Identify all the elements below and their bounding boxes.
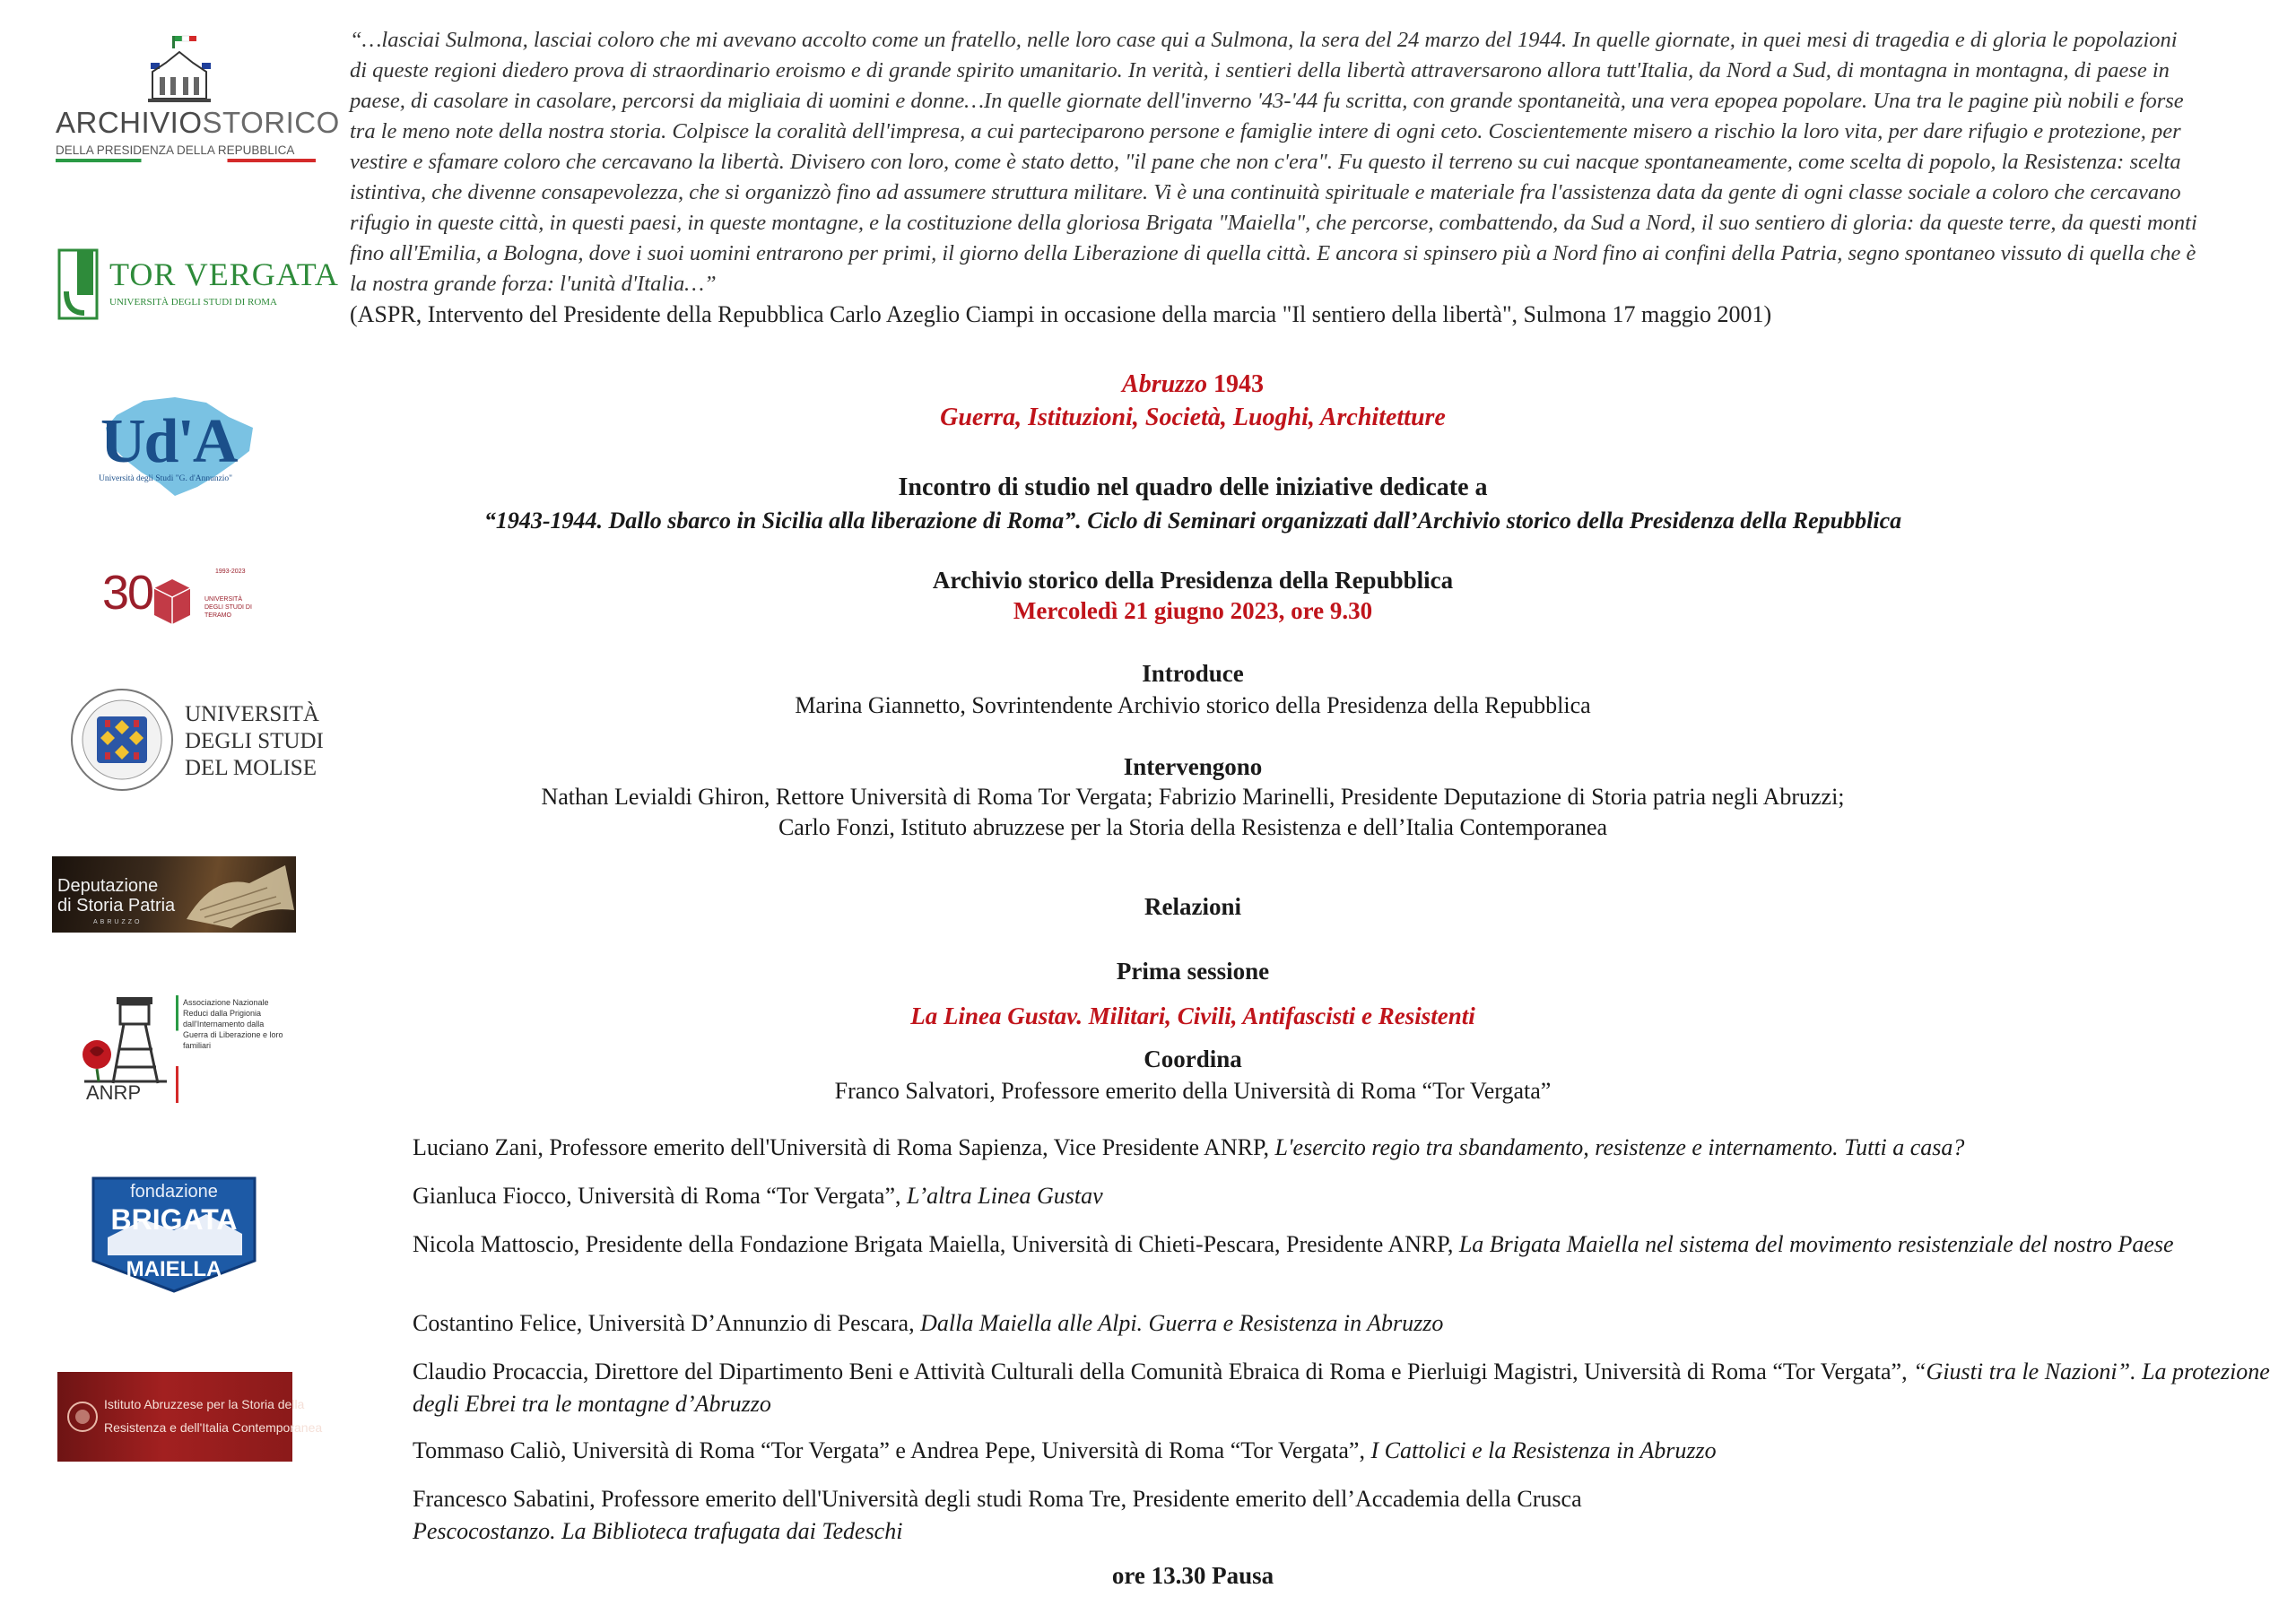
- molise-line1: UNIVERSITÀ: [185, 702, 319, 726]
- talk-item: Claudio Procaccia, Direttore del Dipartimento Beni e Attività Culturali della Comunità Ebraica di Roma e Pierluigi Magistri, Università di Roma “Tor Vergata”, “Giusti tra le Nazioni”. La protezione degli Ebrei tra le montagne d’Abruzzo: [413, 1358, 2270, 1417]
- teramo-years: 1993-2023: [215, 568, 246, 575]
- incontro-line: Incontro di studio nel quadro delle iniziative dedicate a: [898, 473, 1488, 501]
- anrp-description: Associazione Nazionale Reduci dalla Prigionia dall'Internamento dalla Guerra di Liberazione e loro familiari: [183, 998, 283, 1050]
- uda-subtitle: Università degli Studi "G. d'Annunzio": [99, 474, 233, 483]
- intervengono-line1: Nathan Levialdi Ghiron, Rettore Università di Roma Tor Vergata; Fabrizio Marinelli, Presidente Deputazione di Storia patria negli Abruzzi;: [541, 784, 1845, 810]
- anrp-logo: [77, 995, 292, 1107]
- brigata-line1: fondazione: [130, 1182, 218, 1202]
- tor-vergata-logo: [57, 247, 339, 323]
- session-title: La Linea Gustav. Militari, Civili, Antifascisti e Resistenti: [910, 1002, 1475, 1029]
- programme-content: [323, 0, 2296, 1623]
- teramo-30-logo: [99, 565, 260, 628]
- cube-icon: [145, 576, 199, 626]
- talk-item: Luciano Zani, Professore emerito dell'Università di Roma Sapienza, Vice Presidente ANRP, L'esercito regio tra sbandamento, resistenze e internamento. Tutti a casa?: [413, 1134, 1965, 1160]
- archivio-subtitle: DELLA PRESIDENZA DELLA REPUBBLICA: [56, 143, 295, 157]
- talk-item: Nicola Mattoscio, Presidente della Fondazione Brigata Maiella, Università di Chieti-Pescara, Presidente ANRP, La Brigata Maiella nel sistema del movimento resistenziale del nostro Paese: [413, 1231, 2174, 1257]
- ciampi-quote: [350, 25, 2197, 330]
- uda-mark: Ud'A: [100, 407, 237, 476]
- talk-item: Tommaso Caliò, Università di Roma “Tor Vergata” e Andrea Pepe, Università di Roma “Tor Vergata”, I Cattolici e la Resistenza in Abruzzo: [413, 1437, 1717, 1463]
- deputazione-line2: di Storia Patria: [57, 896, 176, 916]
- teramo-30-mark: 30: [102, 566, 153, 620]
- ciclo-line: “1943-1944. Dallo sbarco in Sicilia alla liberazione di Roma”. Ciclo di Seminari organizzati dall’Archivio storico della Presidenza della Repubblica: [483, 508, 1902, 534]
- istituto-line1: Istituto Abruzzese per la Storia della: [104, 1397, 305, 1411]
- anrp-mark: ANRP: [86, 1081, 142, 1104]
- quirinale-palace-icon: [45, 27, 314, 161]
- quote-source: (ASPR, Intervento del Presidente della Repubblica Carlo Azeglio Ciampi in occasione della marcia "Il sentiero della libertà", Sulmona 17 maggio 2001): [350, 301, 1772, 327]
- tor-vergata-name: TOR VERGATA: [109, 256, 339, 292]
- molise-logo: [68, 686, 324, 794]
- introduce-heading: Introduce: [1142, 660, 1244, 687]
- introduce-speaker: Marina Giannetto, Sovrintendente Archivio storico della Presidenza della Repubblica: [795, 692, 1591, 718]
- quote-text: “…lasciai Sulmona, lasciai coloro che mi avevano accolto come un fratello, nelle loro case qui a Sulmona, la sera del 24 marzo del 1944. In quelle giornate, in quei mesi di tragedia e di gloria le popolazioni di queste regioni diedero prova di straordinario eroismo e di grande spirito umanitario. In verità, i sentieri della libertà attraversarono allora tutt'Italia, da Nord a Sud, di montagna in montagna, di paese in paese, di casolare in casolare, percorsi da migliaia di uomini e donne…In quelle giornate dell'inverno '43-'44 fu scritta, con grande spontaneità, una vera epopea popolare. Una tra le pagine più nobili e forse tra le meno note della nostra storia. Colpisce la coralità dell'impresa, a cui parteciparono persone e famiglie intere di ogni ceto. Coscientemente misero a rischio la loro vita, per dare rifugio e protezione, per vestire e sfamare coloro che cercavano la libertà. Divisero con loro, come è stato detto, "il pane che non c'era". Fu questo il terreno su cui nacque spontaneamente, come scelta di popolo, la Resistenza: scelta istintiva, che divenne consapevolezza, che si organizzò fino ad assumere struttura militare. Vi è una continuità spirituale e materiale fra l'assistenza data da gente di ogni classe sociale a coloro che cercavano rifugio in queste città, in questi paesi, in queste montagne, e la costituzione della gloriosa Brigata "Maiella", che percorse, combattendo, da Sud a Nord, il suo sentiero di gloria: da queste terre, da questi monti fino all'Emilia, a Bologna, dove i suoi uomini entrarono per primi, il giorno della Liberazione di quella città. E ancora si spinsero più a Nord fino ai confini della Patria, segno spontaneo vissuto di quella che è la nostra grande forza: l'unità d'Italia…”: [350, 28, 2197, 296]
- istituto-line2: Resistenza e dell'Italia Contemporanea: [104, 1420, 323, 1435]
- watchtower-rose-icon: [77, 995, 176, 1094]
- archivio-storico-logo: [45, 27, 340, 161]
- pause-line: ore 13.30 Pausa: [1111, 1562, 1274, 1589]
- molise-line2: DEGLI STUDI: [185, 729, 324, 753]
- istituto-abruzzese-logo: [57, 1372, 323, 1462]
- molise-line3: DEL MOLISE: [185, 756, 317, 780]
- session-heading: Prima sessione: [1116, 958, 1270, 985]
- tor-vergata-mark-icon: [57, 247, 102, 323]
- uda-logo: [90, 390, 260, 507]
- relazioni-heading: Relazioni: [1144, 893, 1241, 920]
- molise-seal-icon: [68, 686, 176, 794]
- talk-item: Costantino Felice, Università D’Annunzio di Pescara, Dalla Maiella alle Alpi. Guerra e Resistenza in Abruzzo: [413, 1310, 1444, 1336]
- old-book-icon: [178, 856, 296, 933]
- talk-item: Francesco Sabatini, Professore emerito dell'Università degli studi Roma Tre, Presidente emerito dell’Accademia della Crusca Pescocostanzo. La Biblioteca trafugata dai Tedeschi: [413, 1486, 1582, 1544]
- deputazione-line1: Deputazione: [57, 876, 159, 896]
- teramo-subtitle: UNIVERSITÀ DEGLI STUDI DI TERAMO: [204, 596, 252, 619]
- deputazione-logo: [52, 856, 296, 933]
- venue: Archivio storico della Presidenza della Repubblica: [932, 567, 1454, 594]
- talk-item: Gianluca Fiocco, Università di Roma “Tor Vergata”, L’altra Linea Gustav: [413, 1183, 1103, 1209]
- event-date: Mercoledì 21 giugno 2023, ore 9.30: [1013, 597, 1373, 624]
- coordina-speaker: Franco Salvatori, Professore emerito della Università di Roma “Tor Vergata”: [834, 1078, 1552, 1104]
- logo-sidebar: [0, 0, 340, 1623]
- intervengono-heading: Intervengono: [1123, 753, 1263, 780]
- brigata-maiella-logo: [90, 1175, 258, 1296]
- coordina-heading: Coordina: [1144, 1046, 1242, 1072]
- brigata-line3: MAIELLA: [126, 1257, 222, 1281]
- archivio-word: ARCHIVIO: [56, 106, 203, 139]
- istituto-seal-icon: [65, 1390, 100, 1444]
- tor-vergata-subtitle: UNIVERSITÀ DEGLI STUDI DI ROMA: [109, 297, 277, 308]
- intervengono-line2: Carlo Fonzi, Istituto abruzzese per la Storia della Resistenza e dell’Italia Contemporanea: [778, 814, 1608, 840]
- event-subtitle: Guerra, Istituzioni, Società, Luoghi, Architetture: [940, 404, 1446, 431]
- storico-word: STORICO: [202, 106, 340, 139]
- brigata-line2: BRIGATA: [110, 1203, 238, 1236]
- deputazione-line3: ABRUZZO: [93, 919, 143, 925]
- event-title: Abruzzo 1943: [1122, 370, 1264, 398]
